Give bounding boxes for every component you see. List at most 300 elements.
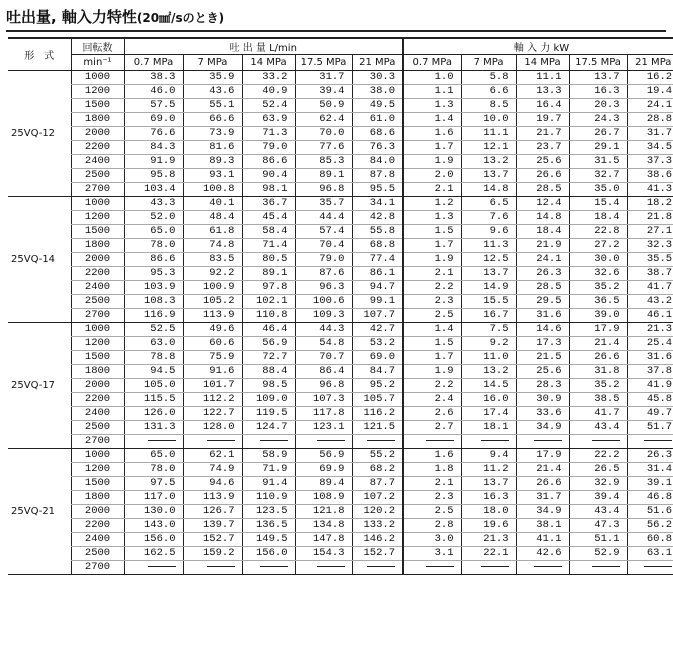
dash-mark bbox=[260, 566, 288, 567]
flow-empty-cell bbox=[242, 435, 295, 449]
power-cell: 2.3 bbox=[403, 295, 461, 309]
flow-cell: 55.8 bbox=[352, 225, 403, 239]
flow-cell: 57.5 bbox=[124, 99, 183, 113]
flow-cell: 43.3 bbox=[124, 197, 183, 211]
power-cell: 1.4 bbox=[403, 323, 461, 337]
power-cell: 51.6 bbox=[627, 505, 673, 519]
power-cell: 25.6 bbox=[516, 155, 569, 169]
power-cell: 1.7 bbox=[403, 141, 461, 155]
power-cell: 12.4 bbox=[516, 197, 569, 211]
flow-cell: 78.0 bbox=[124, 463, 183, 477]
power-cell: 6.6 bbox=[461, 85, 516, 99]
pressure-header: 17.5 MPa bbox=[569, 55, 627, 71]
flow-cell: 156.0 bbox=[124, 533, 183, 547]
power-cell: 32.3 bbox=[627, 239, 673, 253]
power-cell: 11.2 bbox=[461, 463, 516, 477]
flow-cell: 79.0 bbox=[242, 141, 295, 155]
power-cell: 2.5 bbox=[403, 505, 461, 519]
power-cell: 24.1 bbox=[627, 99, 673, 113]
power-cell: 25.6 bbox=[516, 365, 569, 379]
table-row bbox=[8, 267, 673, 281]
power-cell: 26.6 bbox=[569, 351, 627, 365]
flow-cell: 35.7 bbox=[295, 197, 352, 211]
flow-cell: 96.8 bbox=[295, 183, 352, 197]
power-cell: 23.7 bbox=[516, 141, 569, 155]
speed-cell: 1200 bbox=[71, 211, 124, 225]
flow-cell: 96.3 bbox=[295, 281, 352, 295]
flow-cell: 97.5 bbox=[124, 477, 183, 491]
speed-cell: 1800 bbox=[71, 491, 124, 505]
power-cell: 39.4 bbox=[569, 491, 627, 505]
table-row bbox=[8, 309, 673, 323]
flow-cell: 115.5 bbox=[124, 393, 183, 407]
flow-cell: 75.9 bbox=[183, 351, 242, 365]
power-cell: 20.3 bbox=[569, 99, 627, 113]
flow-header: 吐 出 量 L/min bbox=[124, 38, 403, 55]
power-cell: 37.8 bbox=[627, 365, 673, 379]
power-cell: 35.2 bbox=[569, 379, 627, 393]
flow-cell: 70.0 bbox=[295, 127, 352, 141]
power-cell: 13.2 bbox=[461, 365, 516, 379]
power-cell: 1.4 bbox=[403, 113, 461, 127]
dash-mark bbox=[644, 566, 672, 567]
flow-cell: 55.1 bbox=[183, 99, 242, 113]
power-cell: 60.8 bbox=[627, 533, 673, 547]
speed-cell: 2000 bbox=[71, 253, 124, 267]
speed-cell: 1200 bbox=[71, 337, 124, 351]
pressure-header: 14 MPa bbox=[516, 55, 569, 71]
power-cell: 42.6 bbox=[516, 547, 569, 561]
power-cell: 41.1 bbox=[516, 533, 569, 547]
flow-cell: 53.2 bbox=[352, 337, 403, 351]
power-cell: 1.9 bbox=[403, 365, 461, 379]
dash-mark bbox=[148, 566, 176, 567]
flow-empty-cell bbox=[295, 435, 352, 449]
flow-cell: 88.4 bbox=[242, 365, 295, 379]
power-cell: 11.1 bbox=[516, 71, 569, 85]
flow-cell: 102.1 bbox=[242, 295, 295, 309]
flow-cell: 86.4 bbox=[295, 365, 352, 379]
flow-cell: 126.7 bbox=[183, 505, 242, 519]
table-row bbox=[8, 141, 673, 155]
flow-cell: 152.7 bbox=[352, 547, 403, 561]
power-cell: 25.4 bbox=[627, 337, 673, 351]
flow-cell: 131.3 bbox=[124, 421, 183, 435]
power-empty-cell bbox=[627, 435, 673, 449]
flow-cell: 57.4 bbox=[295, 225, 352, 239]
flow-cell: 86.6 bbox=[242, 155, 295, 169]
title-sub: (20㎟/sのとき) bbox=[136, 11, 225, 25]
flow-cell: 121.8 bbox=[295, 505, 352, 519]
power-cell: 13.2 bbox=[461, 155, 516, 169]
flow-cell: 63.0 bbox=[124, 337, 183, 351]
table-row bbox=[8, 393, 673, 407]
power-cell: 14.9 bbox=[461, 281, 516, 295]
dash-mark bbox=[260, 440, 288, 441]
flow-cell: 95.2 bbox=[352, 379, 403, 393]
flow-cell: 87.7 bbox=[352, 477, 403, 491]
table-row bbox=[8, 449, 673, 463]
flow-cell: 113.9 bbox=[183, 491, 242, 505]
flow-cell: 130.0 bbox=[124, 505, 183, 519]
speed-cell: 2000 bbox=[71, 379, 124, 393]
flow-cell: 62.4 bbox=[295, 113, 352, 127]
flow-empty-cell bbox=[352, 435, 403, 449]
flow-cell: 74.8 bbox=[183, 239, 242, 253]
table-row bbox=[8, 253, 673, 267]
power-cell: 37.3 bbox=[627, 155, 673, 169]
header-row-2 bbox=[8, 55, 673, 71]
power-cell: 32.6 bbox=[569, 267, 627, 281]
model-cell: 25VQ-14 bbox=[8, 197, 71, 323]
power-cell: 2.3 bbox=[403, 491, 461, 505]
power-cell: 29.5 bbox=[516, 295, 569, 309]
power-cell: 6.5 bbox=[461, 197, 516, 211]
power-cell: 38.5 bbox=[569, 393, 627, 407]
power-cell: 5.8 bbox=[461, 71, 516, 85]
flow-cell: 69.0 bbox=[124, 113, 183, 127]
power-cell: 28.5 bbox=[516, 183, 569, 197]
flow-cell: 40.9 bbox=[242, 85, 295, 99]
pressure-header: 0.7 MPa bbox=[124, 55, 183, 71]
power-cell: 2.1 bbox=[403, 183, 461, 197]
power-cell: 19.6 bbox=[461, 519, 516, 533]
power-cell: 41.9 bbox=[627, 379, 673, 393]
power-cell: 21.4 bbox=[569, 337, 627, 351]
power-cell: 19.7 bbox=[516, 113, 569, 127]
flow-cell: 73.9 bbox=[183, 127, 242, 141]
power-cell: 13.7 bbox=[461, 169, 516, 183]
flow-cell: 77.4 bbox=[352, 253, 403, 267]
dash-mark bbox=[148, 440, 176, 441]
power-cell: 9.4 bbox=[461, 449, 516, 463]
power-cell: 15.5 bbox=[461, 295, 516, 309]
flow-cell: 108.3 bbox=[124, 295, 183, 309]
flow-cell: 100.6 bbox=[295, 295, 352, 309]
power-cell: 38.7 bbox=[627, 267, 673, 281]
power-cell: 11.1 bbox=[461, 127, 516, 141]
speed-cell: 2000 bbox=[71, 127, 124, 141]
table-row bbox=[8, 183, 673, 197]
flow-cell: 96.8 bbox=[295, 379, 352, 393]
power-empty-cell bbox=[403, 435, 461, 449]
dash-mark bbox=[592, 566, 620, 567]
flow-cell: 95.8 bbox=[124, 169, 183, 183]
flow-cell: 94.7 bbox=[352, 281, 403, 295]
power-cell: 2.2 bbox=[403, 281, 461, 295]
power-cell: 14.6 bbox=[516, 323, 569, 337]
page-title bbox=[6, 6, 666, 32]
speed-cell: 2700 bbox=[71, 435, 124, 449]
table-body bbox=[8, 71, 673, 575]
flow-cell: 110.9 bbox=[242, 491, 295, 505]
power-cell: 35.2 bbox=[569, 281, 627, 295]
speed-cell: 1800 bbox=[71, 113, 124, 127]
flow-cell: 97.8 bbox=[242, 281, 295, 295]
flow-cell: 52.5 bbox=[124, 323, 183, 337]
flow-empty-cell bbox=[295, 561, 352, 575]
power-cell: 12.1 bbox=[461, 141, 516, 155]
power-cell: 19.4 bbox=[627, 85, 673, 99]
power-cell: 34.9 bbox=[516, 505, 569, 519]
flow-cell: 105.2 bbox=[183, 295, 242, 309]
table-row bbox=[8, 547, 673, 561]
flow-cell: 33.2 bbox=[242, 71, 295, 85]
flow-cell: 38.0 bbox=[352, 85, 403, 99]
power-cell: 22.2 bbox=[569, 449, 627, 463]
power-cell: 13.7 bbox=[461, 267, 516, 281]
flow-cell: 108.9 bbox=[295, 491, 352, 505]
power-cell: 1.3 bbox=[403, 211, 461, 225]
flow-cell: 46.4 bbox=[242, 323, 295, 337]
flow-cell: 76.3 bbox=[352, 141, 403, 155]
power-cell: 46.8 bbox=[627, 491, 673, 505]
table-row bbox=[8, 71, 673, 85]
power-cell: 26.3 bbox=[627, 449, 673, 463]
table-row bbox=[8, 435, 673, 449]
speed-cell: 2200 bbox=[71, 267, 124, 281]
power-empty-cell bbox=[403, 561, 461, 575]
table-row bbox=[8, 113, 673, 127]
flow-cell: 34.1 bbox=[352, 197, 403, 211]
power-cell: 35.0 bbox=[569, 183, 627, 197]
table-row bbox=[8, 477, 673, 491]
dash-mark bbox=[207, 566, 235, 567]
table-row bbox=[8, 211, 673, 225]
power-empty-cell bbox=[516, 561, 569, 575]
flow-cell: 87.6 bbox=[295, 267, 352, 281]
speed-cell: 1500 bbox=[71, 225, 124, 239]
table-row bbox=[8, 379, 673, 393]
power-cell: 43.4 bbox=[569, 505, 627, 519]
speed-cell: 2200 bbox=[71, 393, 124, 407]
speed-cell: 2700 bbox=[71, 561, 124, 575]
flow-cell: 86.6 bbox=[124, 253, 183, 267]
characteristics-table bbox=[8, 37, 673, 575]
flow-cell: 71.4 bbox=[242, 239, 295, 253]
flow-cell: 58.9 bbox=[242, 449, 295, 463]
power-cell: 9.2 bbox=[461, 337, 516, 351]
power-cell: 22.1 bbox=[461, 547, 516, 561]
power-cell: 24.3 bbox=[569, 113, 627, 127]
flow-cell: 36.7 bbox=[242, 197, 295, 211]
speed-cell: 2700 bbox=[71, 183, 124, 197]
flow-cell: 119.5 bbox=[242, 407, 295, 421]
flow-cell: 92.2 bbox=[183, 267, 242, 281]
flow-cell: 44.3 bbox=[295, 323, 352, 337]
speed-cell: 1200 bbox=[71, 463, 124, 477]
flow-cell: 112.2 bbox=[183, 393, 242, 407]
flow-cell: 152.7 bbox=[183, 533, 242, 547]
flow-cell: 71.3 bbox=[242, 127, 295, 141]
power-cell: 51.7 bbox=[627, 421, 673, 435]
pressure-header: 14 MPa bbox=[242, 55, 295, 71]
flow-cell: 100.8 bbox=[183, 183, 242, 197]
power-cell: 31.4 bbox=[627, 463, 673, 477]
power-cell: 1.6 bbox=[403, 127, 461, 141]
flow-cell: 70.4 bbox=[295, 239, 352, 253]
power-cell: 52.9 bbox=[569, 547, 627, 561]
speed-cell: 2400 bbox=[71, 533, 124, 547]
power-cell: 21.8 bbox=[627, 211, 673, 225]
power-cell: 21.7 bbox=[516, 127, 569, 141]
power-cell: 1.7 bbox=[403, 351, 461, 365]
pressure-header: 21 MPa bbox=[352, 55, 403, 71]
speed-cell: 2500 bbox=[71, 547, 124, 561]
power-cell: 16.3 bbox=[461, 491, 516, 505]
power-cell: 2.1 bbox=[403, 267, 461, 281]
power-cell: 18.2 bbox=[627, 197, 673, 211]
speed-cell: 2400 bbox=[71, 281, 124, 295]
power-empty-cell bbox=[461, 435, 516, 449]
table-row bbox=[8, 197, 673, 211]
power-empty-cell bbox=[461, 561, 516, 575]
flow-cell: 81.6 bbox=[183, 141, 242, 155]
dash-mark bbox=[534, 566, 562, 567]
power-empty-cell bbox=[569, 435, 627, 449]
flow-cell: 65.0 bbox=[124, 225, 183, 239]
power-cell: 1.5 bbox=[403, 337, 461, 351]
speed-cell: 1500 bbox=[71, 351, 124, 365]
power-cell: 26.3 bbox=[516, 267, 569, 281]
dash-mark bbox=[426, 440, 454, 441]
flow-cell: 52.0 bbox=[124, 211, 183, 225]
flow-cell: 89.1 bbox=[242, 267, 295, 281]
flow-empty-cell bbox=[124, 561, 183, 575]
power-cell: 18.0 bbox=[461, 505, 516, 519]
power-cell: 2.1 bbox=[403, 477, 461, 491]
table-row bbox=[8, 225, 673, 239]
power-cell: 16.0 bbox=[461, 393, 516, 407]
flow-cell: 66.6 bbox=[183, 113, 242, 127]
power-cell: 1.8 bbox=[403, 463, 461, 477]
speed-cell: 1500 bbox=[71, 477, 124, 491]
flow-cell: 107.2 bbox=[352, 491, 403, 505]
power-cell: 26.6 bbox=[516, 169, 569, 183]
power-cell: 24.1 bbox=[516, 253, 569, 267]
speed-cell: 1500 bbox=[71, 99, 124, 113]
power-cell: 1.0 bbox=[403, 71, 461, 85]
power-cell: 1.9 bbox=[403, 253, 461, 267]
power-cell: 2.7 bbox=[403, 421, 461, 435]
power-cell: 2.0 bbox=[403, 169, 461, 183]
power-cell: 46.1 bbox=[627, 309, 673, 323]
power-cell: 14.8 bbox=[516, 211, 569, 225]
power-cell: 1.5 bbox=[403, 225, 461, 239]
flow-empty-cell bbox=[352, 561, 403, 575]
flow-cell: 124.7 bbox=[242, 421, 295, 435]
flow-cell: 162.5 bbox=[124, 547, 183, 561]
speed-cell: 1000 bbox=[71, 323, 124, 337]
pressure-header: 0.7 MPa bbox=[403, 55, 461, 71]
power-cell: 41.7 bbox=[569, 407, 627, 421]
table-row bbox=[8, 323, 673, 337]
power-cell: 34.9 bbox=[516, 421, 569, 435]
power-cell: 28.8 bbox=[627, 113, 673, 127]
pressure-header: 17.5 MPa bbox=[295, 55, 352, 71]
power-cell: 51.1 bbox=[569, 533, 627, 547]
power-cell: 17.3 bbox=[516, 337, 569, 351]
power-cell: 39.0 bbox=[569, 309, 627, 323]
speed-cell: 1000 bbox=[71, 71, 124, 85]
dash-mark bbox=[644, 440, 672, 441]
flow-cell: 62.1 bbox=[183, 449, 242, 463]
power-cell: 14.5 bbox=[461, 379, 516, 393]
flow-cell: 38.3 bbox=[124, 71, 183, 85]
flow-cell: 40.1 bbox=[183, 197, 242, 211]
power-cell: 31.6 bbox=[516, 309, 569, 323]
speed-cell: 2200 bbox=[71, 141, 124, 155]
power-cell: 15.4 bbox=[569, 197, 627, 211]
power-cell: 17.9 bbox=[516, 449, 569, 463]
table-row bbox=[8, 533, 673, 547]
power-cell: 9.6 bbox=[461, 225, 516, 239]
table-row bbox=[8, 239, 673, 253]
flow-empty-cell bbox=[124, 435, 183, 449]
power-cell: 33.6 bbox=[516, 407, 569, 421]
power-cell: 21.3 bbox=[461, 533, 516, 547]
flow-cell: 89.3 bbox=[183, 155, 242, 169]
pressure-header: 7 MPa bbox=[461, 55, 516, 71]
power-cell: 31.5 bbox=[569, 155, 627, 169]
model-cell: 25VQ-12 bbox=[8, 71, 71, 197]
flow-cell: 83.5 bbox=[183, 253, 242, 267]
flow-cell: 46.0 bbox=[124, 85, 183, 99]
power-cell: 13.7 bbox=[569, 71, 627, 85]
flow-cell: 146.2 bbox=[352, 533, 403, 547]
flow-cell: 50.9 bbox=[295, 99, 352, 113]
flow-cell: 99.1 bbox=[352, 295, 403, 309]
power-cell: 31.7 bbox=[516, 491, 569, 505]
power-cell: 47.3 bbox=[569, 519, 627, 533]
flow-cell: 74.9 bbox=[183, 463, 242, 477]
power-cell: 11.3 bbox=[461, 239, 516, 253]
flow-cell: 95.3 bbox=[124, 267, 183, 281]
flow-cell: 68.2 bbox=[352, 463, 403, 477]
flow-cell: 42.7 bbox=[352, 323, 403, 337]
flow-cell: 154.3 bbox=[295, 547, 352, 561]
power-cell: 14.8 bbox=[461, 183, 516, 197]
dash-mark bbox=[534, 440, 562, 441]
power-cell: 1.3 bbox=[403, 99, 461, 113]
flow-cell: 133.2 bbox=[352, 519, 403, 533]
power-cell: 28.3 bbox=[516, 379, 569, 393]
speed-cell: 1200 bbox=[71, 85, 124, 99]
power-cell: 18.4 bbox=[516, 225, 569, 239]
flow-cell: 134.8 bbox=[295, 519, 352, 533]
power-cell: 17.9 bbox=[569, 323, 627, 337]
power-cell: 2.5 bbox=[403, 309, 461, 323]
power-cell: 22.8 bbox=[569, 225, 627, 239]
power-cell: 21.5 bbox=[516, 351, 569, 365]
flow-cell: 76.6 bbox=[124, 127, 183, 141]
flow-cell: 61.0 bbox=[352, 113, 403, 127]
power-cell: 32.7 bbox=[569, 169, 627, 183]
power-cell: 41.3 bbox=[627, 183, 673, 197]
dash-mark bbox=[207, 440, 235, 441]
table-row bbox=[8, 505, 673, 519]
power-cell: 2.8 bbox=[403, 519, 461, 533]
power-empty-cell bbox=[569, 561, 627, 575]
flow-cell: 98.1 bbox=[242, 183, 295, 197]
power-cell: 43.2 bbox=[627, 295, 673, 309]
flow-cell: 94.5 bbox=[124, 365, 183, 379]
speed-cell: 2500 bbox=[71, 421, 124, 435]
table-row bbox=[8, 351, 673, 365]
power-empty-cell bbox=[627, 561, 673, 575]
table-row bbox=[8, 365, 673, 379]
speed-cell: 2700 bbox=[71, 309, 124, 323]
